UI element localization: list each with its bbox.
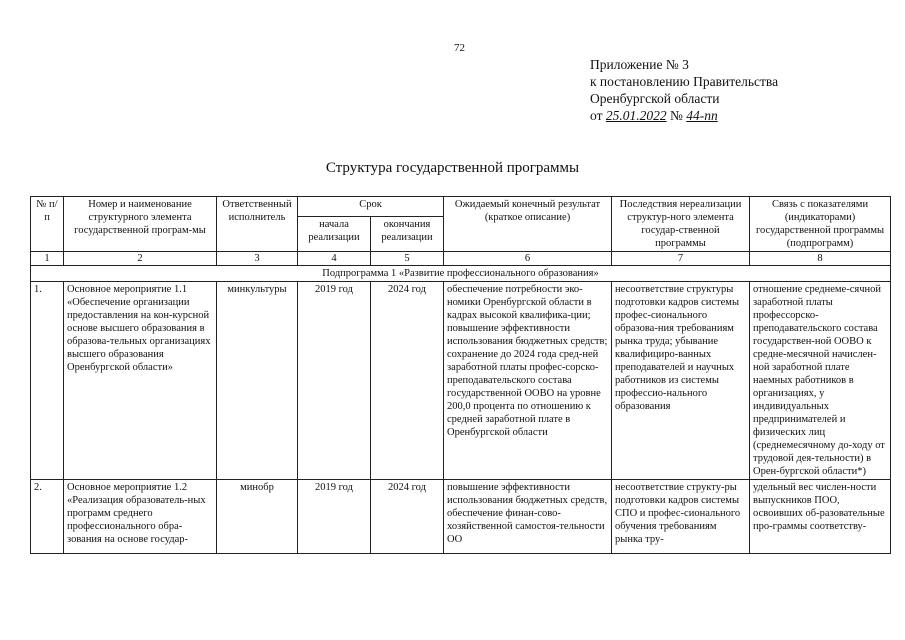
row-start: 2019 год <box>298 480 371 554</box>
column-number: 7 <box>612 252 750 266</box>
row-num: 2. <box>31 480 64 554</box>
header-link: Связь с показателями (индикаторами) государственной программы (подпрограмм) <box>750 197 891 252</box>
page-number: 72 <box>454 42 465 54</box>
row-end: 2024 год <box>371 480 444 554</box>
row-consequences: несоответствие структуры подготовки кадров системы профес-сионального образова-ния требованиям рынка труда; убывание квалифициро-ванных преподавателей и научных работников из системы профессио-нального образования <box>612 282 750 480</box>
appendix-number: 44-пп <box>686 108 718 123</box>
column-number: 3 <box>217 252 298 266</box>
row-result: повышение эффективности использования бюджетных средств, обеспечение финан-сово-хозяйственной самостоя-тельности ОО <box>444 480 612 554</box>
appendix-date-line <box>590 107 778 124</box>
row-executor: минкультуры <box>217 282 298 480</box>
header-end: окончания реализации <box>371 216 444 251</box>
appendix-line-2: к постановлению Правительства <box>590 74 779 89</box>
row-end: 2024 год <box>371 282 444 480</box>
header-consequences: Последствия нереализации структур-ного элемента государ-ственной программы <box>612 197 750 252</box>
row-link: удельный вес числен-ности выпускников ПОО, освоивших об-разовательные про-граммы соответству- <box>750 480 891 554</box>
subprogram-title: Подпрограмма 1 «Развитие профессионального образования» <box>31 266 891 282</box>
table-row <box>31 282 891 480</box>
column-number: 6 <box>444 252 612 266</box>
column-numbers-row <box>31 252 891 266</box>
header-result: Ожидаемый конечный результат (краткое описание) <box>444 197 612 252</box>
appendix-block <box>590 56 778 124</box>
row-num: 1. <box>31 282 64 480</box>
document-title: Структура государственной программы <box>325 160 580 176</box>
subprogram-row <box>31 266 891 282</box>
appendix-from: от <box>590 108 603 123</box>
column-number: 5 <box>371 252 444 266</box>
row-link: отношение среднеме-сячной заработной платы профессорско-преподавательского состава государствен-ной ООВО к средне-месячной начислен-ной заработной плате наемных работников в организациях, у индивидуальных предпринимателей и физических лиц (среднемесячному до-ходу от трудовой дея-тельности) в Орен-бургской области*) <box>750 282 891 480</box>
column-number: 1 <box>31 252 64 266</box>
appendix-line-1: Приложение № 3 <box>590 57 689 72</box>
header-executor: Ответственный исполнитель <box>217 197 298 252</box>
header-term: Срок <box>298 197 444 217</box>
column-number: 2 <box>64 252 217 266</box>
column-number: 8 <box>750 252 891 266</box>
row-executor: минобр <box>217 480 298 554</box>
appendix-date: 25.01.2022 <box>605 108 667 123</box>
header-start: начала реализации <box>298 216 371 251</box>
row-name: Основное мероприятие 1.1 «Обеспечение организации предоставления на кон-курсной основе высшего образования в образова-тельных организациях высшего образования Оренбургской области» <box>64 282 217 480</box>
table-row <box>31 480 891 554</box>
row-name: Основное мероприятие 1.2 «Реализация образователь-ных программ среднего профессионального обра-зования на основе государ- <box>64 480 217 554</box>
header-num: № п/п <box>31 197 64 252</box>
row-result: обеспечение потребности эко-номики Оренбургской области в кадрах высокой квалифика-ции; повышение эффективности использования бюджетных средств; сохранение до 2024 года сред-ней заработной платы профес-сорско-преподавательского состава государственной ООВО на уровне 200,0 процента по отношению к средней заработной плате в Оренбургской области <box>444 282 612 480</box>
header-name: Номер и наименование структурного элемента государственной програм-мы <box>64 197 217 252</box>
appendix-no-sign: № <box>669 108 683 123</box>
row-consequences: несоответствие структу-ры подготовки кадров системы СПО и профес-сионального обучения требованиям рынка тру- <box>612 480 750 554</box>
program-structure-table <box>30 196 891 554</box>
column-number: 4 <box>298 252 371 266</box>
appendix-line-3: Оренбургской области <box>590 91 720 106</box>
row-start: 2019 год <box>298 282 371 480</box>
table-header-row <box>31 197 891 217</box>
